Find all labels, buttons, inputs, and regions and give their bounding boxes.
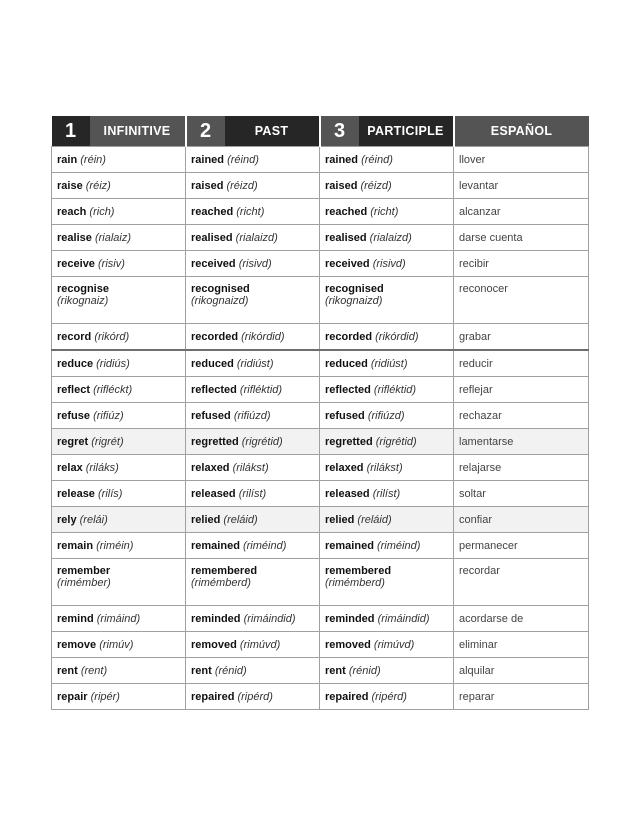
table-row <box>52 324 589 351</box>
header-number-2: 2 <box>187 116 225 146</box>
verb-form: removed <box>191 638 237 651</box>
verb-form: relaxed <box>191 461 230 474</box>
verb-form: rain <box>57 153 78 166</box>
past-cell <box>186 147 320 173</box>
table-row <box>52 147 589 173</box>
infinitive-cell <box>52 324 186 351</box>
pronunciation: (rifiúzd) <box>233 409 271 422</box>
verb-form: reached <box>191 205 234 218</box>
past-cell <box>186 559 320 606</box>
past-cell <box>186 507 320 533</box>
participle-cell <box>320 684 454 710</box>
verb-form: reached <box>325 205 368 218</box>
pronunciation: (rifiúzd) <box>367 409 405 422</box>
infinitive-cell <box>52 559 186 606</box>
table-row <box>52 606 589 632</box>
header-label-infinitive: INFINITIVE <box>103 124 171 138</box>
pronunciation: (richt) <box>370 205 399 218</box>
spanish-cell: lamentarse <box>454 429 589 455</box>
table-row <box>52 403 589 429</box>
pronunciation: (rimáind) <box>96 612 141 625</box>
participle-cell <box>320 455 454 481</box>
pronunciation: (riméind) <box>242 539 287 552</box>
past-cell <box>186 350 320 377</box>
table-row <box>52 199 589 225</box>
participle-cell <box>320 173 454 199</box>
table-row <box>52 533 589 559</box>
spanish-cell: permanecer <box>454 533 589 559</box>
infinitive-cell <box>52 606 186 632</box>
past-cell <box>186 225 320 251</box>
past-cell <box>186 377 320 403</box>
infinitive-cell <box>52 429 186 455</box>
verb-table <box>51 116 589 710</box>
verb-form: recognised <box>325 283 384 295</box>
verb-form: reduce <box>57 357 94 370</box>
verb-form: repaired <box>191 690 235 703</box>
participle-cell <box>320 533 454 559</box>
header-espanol <box>454 116 589 147</box>
verb-form: reminded <box>325 612 375 625</box>
pronunciation: (rénid) <box>214 664 247 677</box>
past-cell <box>186 199 320 225</box>
participle-cell <box>320 251 454 277</box>
infinitive-cell <box>52 403 186 429</box>
pronunciation: (rikognaizd) <box>325 295 383 307</box>
verb-form: recognise <box>57 283 109 295</box>
verb-form: release <box>57 487 95 500</box>
pronunciation: (rikognaizd) <box>191 295 249 307</box>
verb-form: remind <box>57 612 94 625</box>
spanish-cell: alcanzar <box>454 199 589 225</box>
pronunciation: (rifiúz) <box>93 409 124 422</box>
pronunciation: (réizd) <box>360 179 392 192</box>
pronunciation: (ridiúst) <box>236 357 274 370</box>
infinitive-cell <box>52 455 186 481</box>
header-number-1: 1 <box>52 116 90 146</box>
verb-form: regret <box>57 435 89 448</box>
participle-cell <box>320 403 454 429</box>
pronunciation: (réizd) <box>226 179 258 192</box>
header-label-participle: PARTICIPLE <box>359 116 453 146</box>
header-row <box>52 116 589 147</box>
pronunciation: (rikórd) <box>94 330 130 343</box>
verb-form: repair <box>57 690 88 703</box>
header-label-espanol: ESPAÑOL <box>490 124 553 138</box>
pronunciation: (rimáindid) <box>377 612 430 625</box>
infinitive-cell <box>52 684 186 710</box>
infinitive-cell <box>52 251 186 277</box>
verb-form: released <box>325 487 370 500</box>
spanish-cell: confiar <box>454 507 589 533</box>
header-participle <box>320 116 454 147</box>
pronunciation: (rénid) <box>348 664 381 677</box>
spanish-cell: relajarse <box>454 455 589 481</box>
pronunciation: (riméind) <box>376 539 421 552</box>
pronunciation: (rialaiz) <box>94 231 131 244</box>
participle-cell <box>320 658 454 684</box>
past-cell <box>186 251 320 277</box>
spanish-cell: recordar <box>454 559 589 606</box>
table-row <box>52 377 589 403</box>
pronunciation: (rent) <box>80 664 108 677</box>
verb-form: refused <box>325 409 365 422</box>
table-row <box>52 277 589 324</box>
infinitive-cell <box>52 147 186 173</box>
past-cell <box>186 481 320 507</box>
past-cell <box>186 173 320 199</box>
verb-form: recognised <box>191 283 250 295</box>
pronunciation: (rilís) <box>98 487 123 500</box>
past-cell <box>186 324 320 351</box>
pronunciation: (rimémberd) <box>325 577 385 589</box>
pronunciation: (réin) <box>80 153 106 166</box>
participle-cell <box>320 277 454 324</box>
pronunciation: (reláid) <box>357 513 392 526</box>
verb-form: received <box>325 257 370 270</box>
pronunciation: (riméin) <box>96 539 134 552</box>
verb-form: relied <box>191 513 221 526</box>
header-label-past: PAST <box>225 116 319 146</box>
table-row <box>52 559 589 606</box>
past-cell <box>186 455 320 481</box>
pronunciation: (richt) <box>236 205 265 218</box>
verb-form: reduced <box>325 357 368 370</box>
participle-cell <box>320 377 454 403</box>
pronunciation: (risivd) <box>372 257 406 270</box>
pronunciation: (ridiús) <box>96 357 130 370</box>
participle-cell <box>320 606 454 632</box>
pronunciation: (réiz) <box>85 179 111 192</box>
spanish-cell: alquilar <box>454 658 589 684</box>
infinitive-cell <box>52 377 186 403</box>
verb-form: refused <box>191 409 231 422</box>
pronunciation: (réind) <box>227 153 259 166</box>
infinitive-cell <box>52 277 186 324</box>
verb-form: released <box>191 487 236 500</box>
participle-cell <box>320 324 454 351</box>
participle-cell <box>320 350 454 377</box>
infinitive-cell <box>52 507 186 533</box>
verb-form: refuse <box>57 409 91 422</box>
header-past <box>186 116 320 147</box>
table-row <box>52 429 589 455</box>
participle-cell <box>320 481 454 507</box>
pronunciation: (reláid) <box>223 513 258 526</box>
pronunciation: (ripér) <box>90 690 120 703</box>
spanish-cell: recibir <box>454 251 589 277</box>
verb-form: reduced <box>191 357 234 370</box>
verb-form: reflected <box>191 383 237 396</box>
verb-form: regretted <box>325 435 373 448</box>
participle-cell <box>320 147 454 173</box>
past-cell <box>186 277 320 324</box>
table-row <box>52 481 589 507</box>
verb-form: reflect <box>57 383 91 396</box>
table-row <box>52 350 589 377</box>
header-infinitive <box>52 116 186 147</box>
spanish-cell: llover <box>454 147 589 173</box>
spanish-cell: eliminar <box>454 632 589 658</box>
pronunciation: (rialaizd) <box>235 231 278 244</box>
header-number-3: 3 <box>321 116 359 146</box>
table-row <box>52 658 589 684</box>
verb-form: raised <box>325 179 358 192</box>
verb-form: realised <box>191 231 233 244</box>
pronunciation: (rifléktid) <box>239 383 283 396</box>
verb-form: recorded <box>325 330 373 343</box>
verb-form: rent <box>57 664 78 677</box>
pronunciation: (rigrét) <box>91 435 124 448</box>
pronunciation: (rimáindid) <box>243 612 296 625</box>
table-row <box>52 455 589 481</box>
table-row <box>52 251 589 277</box>
pronunciation: (rilíst) <box>238 487 267 500</box>
pronunciation: (rikórdid) <box>241 330 285 343</box>
pronunciation: (rimúv) <box>99 638 134 651</box>
spanish-cell: soltar <box>454 481 589 507</box>
pronunciation: (ridiúst) <box>370 357 408 370</box>
pronunciation: (risiv) <box>98 257 125 270</box>
verb-form: remembered <box>191 565 258 577</box>
verb-form: raise <box>57 179 83 192</box>
pronunciation: (rifléktid) <box>373 383 417 396</box>
spanish-cell: darse cuenta <box>454 225 589 251</box>
verb-form: remained <box>325 539 374 552</box>
pronunciation: (rikórdid) <box>375 330 419 343</box>
verb-form: received <box>191 257 236 270</box>
infinitive-cell <box>52 632 186 658</box>
verb-form: remembered <box>325 565 392 577</box>
infinitive-cell <box>52 481 186 507</box>
verb-form: removed <box>325 638 371 651</box>
pronunciation: (rilákst) <box>366 461 403 474</box>
verb-form: rained <box>325 153 359 166</box>
pronunciation: (rilíst) <box>372 487 401 500</box>
pronunciation: (rimémberd) <box>191 577 251 589</box>
table-row <box>52 632 589 658</box>
pronunciation: (réind) <box>361 153 393 166</box>
verb-form: recorded <box>191 330 239 343</box>
participle-cell <box>320 559 454 606</box>
pronunciation: (relái) <box>79 513 108 526</box>
verb-form: remember <box>57 565 111 577</box>
pronunciation: (riláks) <box>85 461 119 474</box>
verb-form: rely <box>57 513 77 526</box>
pronunciation: (rifléckt) <box>93 383 133 396</box>
past-cell <box>186 429 320 455</box>
infinitive-cell <box>52 350 186 377</box>
pronunciation: (rikognaiz) <box>57 295 109 307</box>
verb-form: repaired <box>325 690 369 703</box>
verb-form: realised <box>325 231 367 244</box>
infinitive-cell <box>52 199 186 225</box>
verb-form: rent <box>191 664 212 677</box>
table-row <box>52 507 589 533</box>
pronunciation: (rimémber) <box>57 577 111 589</box>
spanish-cell: reflejar <box>454 377 589 403</box>
pronunciation: (rigrétid) <box>241 435 283 448</box>
verb-form: relaxed <box>325 461 364 474</box>
pronunciation: (risivd) <box>238 257 272 270</box>
verb-form: rent <box>325 664 346 677</box>
verb-form: remove <box>57 638 97 651</box>
spanish-cell: reconocer <box>454 277 589 324</box>
verb-form: remained <box>191 539 240 552</box>
verb-form: record <box>57 330 92 343</box>
spanish-cell: reducir <box>454 350 589 377</box>
pronunciation: (rimúvd) <box>239 638 281 651</box>
verb-form: regretted <box>191 435 239 448</box>
infinitive-cell <box>52 533 186 559</box>
verb-form: receive <box>57 257 95 270</box>
pronunciation: (rich) <box>89 205 115 218</box>
pronunciation: (ripérd) <box>371 690 407 703</box>
verb-form: relax <box>57 461 83 474</box>
table-row <box>52 225 589 251</box>
past-cell <box>186 684 320 710</box>
pronunciation: (rilákst) <box>232 461 269 474</box>
verb-table-body <box>52 147 589 710</box>
verb-form: realise <box>57 231 92 244</box>
participle-cell <box>320 199 454 225</box>
past-cell <box>186 533 320 559</box>
spanish-cell: acordarse de <box>454 606 589 632</box>
participle-cell <box>320 632 454 658</box>
verb-form: rained <box>191 153 225 166</box>
verb-form: reach <box>57 205 87 218</box>
infinitive-cell <box>52 658 186 684</box>
infinitive-cell <box>52 225 186 251</box>
verb-form: relied <box>325 513 355 526</box>
pronunciation: (rigrétid) <box>375 435 417 448</box>
past-cell <box>186 658 320 684</box>
verb-form: reminded <box>191 612 241 625</box>
spanish-cell: levantar <box>454 173 589 199</box>
spanish-cell: grabar <box>454 324 589 351</box>
past-cell <box>186 606 320 632</box>
table-row <box>52 173 589 199</box>
spanish-cell: reparar <box>454 684 589 710</box>
participle-cell <box>320 225 454 251</box>
past-cell <box>186 403 320 429</box>
spanish-cell: rechazar <box>454 403 589 429</box>
participle-cell <box>320 507 454 533</box>
verb-form: raised <box>191 179 224 192</box>
past-cell <box>186 632 320 658</box>
verb-form: reflected <box>325 383 371 396</box>
pronunciation: (rialaizd) <box>369 231 412 244</box>
verb-form: remain <box>57 539 94 552</box>
pronunciation: (ripérd) <box>237 690 273 703</box>
pronunciation: (rimúvd) <box>373 638 415 651</box>
participle-cell <box>320 429 454 455</box>
infinitive-cell <box>52 173 186 199</box>
table-row <box>52 684 589 710</box>
